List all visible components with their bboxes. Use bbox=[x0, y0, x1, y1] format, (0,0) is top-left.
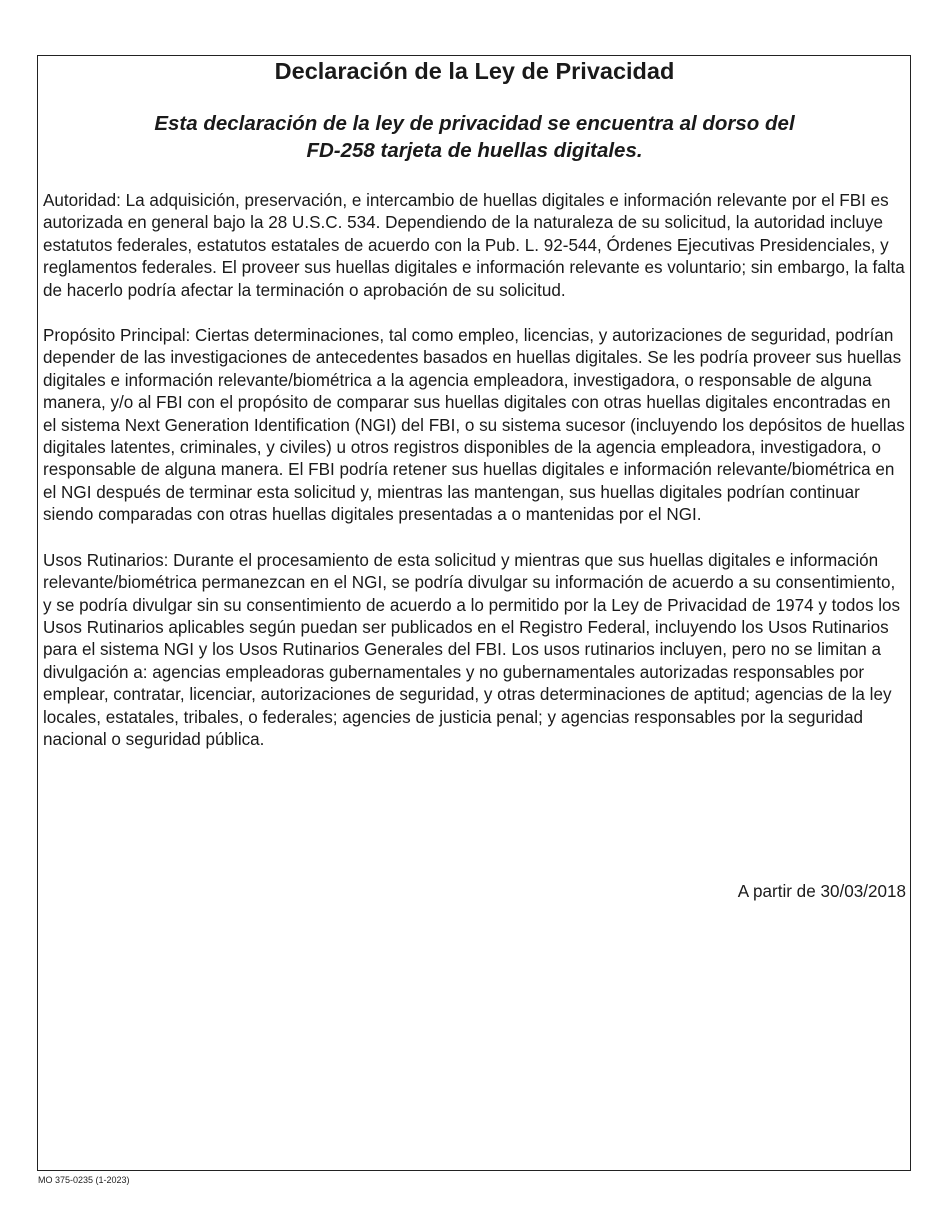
document-frame bbox=[37, 55, 911, 1171]
routine-uses-paragraph: Usos Rutinarios: Durante el procesamiento de esta solicitud y mientras que sus huellas digitales e información relevante/biométrica permanezcan en el NGI, se podría divulgar su información de acuerdo a su consentimiento, y se podría divulgar sin su consentimiento de acuerdo a lo permitido por la Ley de Privacidad de 1974 y todos los Usos Rutinarios aplicables según puedan ser publicados en el Registro Federal, incluyendo los Usos Rutinarios para el sistema NGI y los Usos Rutinarios Generales del FBI. Los usos rutinarios incluyen, pero no se limitan a divulgación a: agencias empleadoras gubernamentales y no gubernamentales autorizadas responsables por emplear, contratar, licenciar, autorizaciones de seguridad, y otras determinaciones de aptitud; agencias de la ley locales, estatales, tribales, o federales; agencies de justicia penal; y agencias responsables por la seguridad nacional o seguridad pública. bbox=[43, 550, 901, 749]
principal-purpose-paragraph: Propósito Principal: Ciertas determinaciones, tal como empleo, licencias, y autorizaciones de seguridad, podrían depender de las investigaciones de antecedentes basados en huellas digitales. Se les podría proveer sus huellas digitales e información relevante/biométrica a la agencia empleadora, investigadora, o responsable de alguna manera, y/o al FBI con el propósito de comparar sus huellas digitales con otras huellas digitales encontradas en el sistema Next Generation Identification (NGI) del FBI, o su sistema sucesor (incluyendo los depósitos de huellas digitales latentes, criminales, y civiles) u otros registros disponibles de la agencia empleadora, investigadora, o responsable de alguna manera. El FBI podría retener sus huellas digitales e información relevante/biométrica en el NGI después de terminar esta solicitud y, mientras las mantengan, sus huellas digitales podrían continuar siendo comparadas con otras huellas digitales presentadas a o mantenidas por el NGI. bbox=[43, 326, 905, 525]
document-title: Declaración de la Ley de Privacidad bbox=[274, 58, 675, 84]
effective-date: A partir de 30/03/2018 bbox=[737, 882, 906, 901]
form-number: MO 375-0235 (1-2023) bbox=[38, 1175, 130, 1185]
authority-paragraph: Autoridad: La adquisición, preservación, e intercambio de huellas digitales e información relevante por el FBI es autorizada en general bajo la 28 U.S.C. 534. Dependiendo de la naturaleza de su solicitud, la autoridad incluye estatutos federales, estatutos estatales de acuerdo con la Pub. L. 92-544, Órdenes Ejecutivas Presidenciales, y reglamentos federales. El proveer sus huellas digitales e información relevante es voluntario; sin embargo, la falta de hacerlo podría afectar la terminación o aprobación de su solicitud. bbox=[43, 191, 905, 300]
document-subtitle bbox=[43, 110, 906, 164]
subtitle-line-1: Esta declaración de la ley de privacidad se encuentra al dorso del bbox=[154, 112, 795, 135]
subtitle-line-2: FD-258 tarjeta de huellas digitales. bbox=[306, 139, 643, 162]
